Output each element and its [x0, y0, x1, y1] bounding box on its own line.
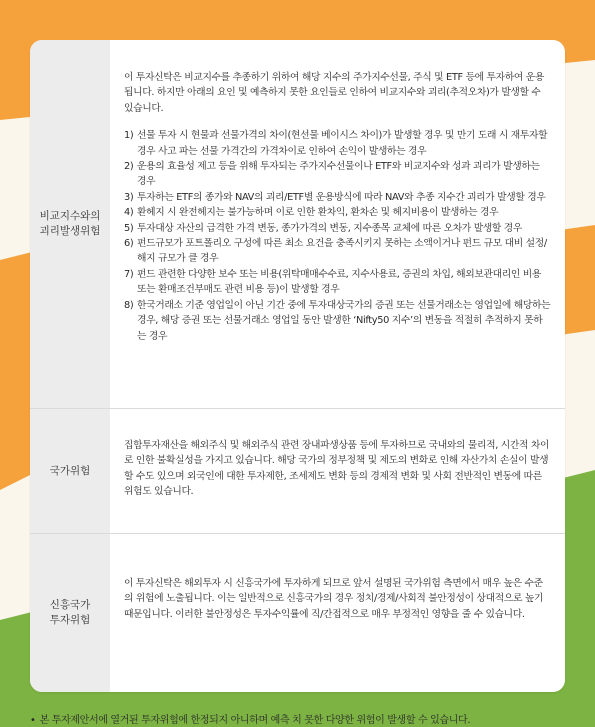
risk-row-emerging-market	[30, 534, 565, 692]
list-item: 8) 한국거래소 기준 영업일이 아닌 기간 중에 투자대상국가의 증권 또는 선물거래소는 영업일에 해당하는 경우, 해당 증권 또는 선물거래소 영업일 동안 발생한 ‘Nifty50 지수’의 변동을 적절히 추적하지 못하는 경우	[124, 299, 551, 342]
risk-description	[124, 576, 551, 692]
intro-paragraph: 이 투자신탁은 비교지수를 추종하기 위하여 해당 지수의 주가지수선물, 주식 및 ETF 등에 투자하여 운용됩니다. 하지만 아래의 요인 및 예측하지 못한 요인들로 인하여 비교지수와 괴리(추적오차)가 발생할 수 있습니다.	[124, 72, 545, 114]
risk-description	[124, 438, 551, 533]
risk-label: 국가위험	[30, 409, 110, 533]
risk-factor-list	[124, 128, 551, 344]
list-item: 2) 운용의 효율성 제고 등을 위해 투자되는 주가지수선물이나 ETF와 비교지수와 성과 괴리가 발생하는 경우	[124, 161, 540, 188]
list-item: 6) 펀드규모가 포트폴리오 구성에 따른 최소 요건을 충족시키지 못하는 소액이거나 펀드 규모 대비 설정/해지 규모가 클 경우	[124, 238, 547, 265]
risk-table-card	[30, 40, 565, 692]
risk-description	[124, 70, 551, 408]
description-paragraph: 집합투자재산을 해외주식 및 해외주식 관련 장내파생상품 등에 투자하므로 국내와의 물리적, 시간적 차이로 인한 불확실성을 가지고 있습니다. 해당 국가의 정부정책 및 제도의 변화로 인해 자산가치 손실이 발생할 수도 있으며 외국인에 대한 투자제한, 조세제도 변화 등의 경제적 변화 및 사회 전반적인 변동에 따른 위험도 있습니다.	[124, 440, 550, 498]
description-paragraph: 이 투자신탁은 해외투자 시 신흥국가에 투자하게 되므로 앞서 설명된 국가위험 측면에서 매우 높은 수준의 위험에 노출됩니다. 이는 일반적으로 신흥국가의 경우 정치/경제/사회적 불안정성이 상대적으로 높기 때문입니다. 이러한 불안정성은 투자수익률에 직/간접적으로 매우 부정적인 영향을 줄 수 있습니다.	[124, 578, 544, 620]
list-item: 5) 투자대상 자산의 급격한 가격 변동, 종가가격의 변동, 지수종목 교체에 따른 오차가 발생할 경우	[124, 222, 523, 234]
risk-label: 신흥국가 투자위험	[30, 534, 110, 692]
disclaimer-footnote: • 본 투자제안서에 열거된 투자위험에 한정되지 아니하며 예측 치 못한 다양한 위험이 발생할 수 있습니다.	[30, 715, 471, 726]
list-item: 7) 펀드 관련한 다양한 보수 또는 비용(위탁매매수수료, 지수사용료, 증권의 차입, 해외보관대리인 비용 또는 환매조건부매도 관련 비용 등)이 발생할 경우	[124, 268, 541, 296]
list-item: 1) 선물 투자 시 현물과 선물가격의 차이(현선물 베이시스 차이)가 발생할 경우 및 만기 도래 시 재투자할 경우 사고 파는 선물 가격간의 가격차이로 인하여 손익이 발생하는 경우	[124, 130, 548, 157]
risk-row-country	[30, 409, 565, 533]
risk-row-tracking-error	[30, 40, 565, 408]
risk-label: 비교지수와의 괴리발생위험	[30, 40, 110, 408]
list-item: 4) 환헤지 시 완전헤지는 불가능하며 이로 인한 환차익, 환차손 및 헤지비용이 발생하는 경우	[124, 207, 499, 219]
list-item: 3) 투자하는 ETF의 종가와 NAV의 괴리/ETF별 운용방식에 따라 NAV와 추종 지수간 괴리가 발생할 경우	[124, 191, 546, 203]
bullet-icon: •	[30, 715, 36, 726]
